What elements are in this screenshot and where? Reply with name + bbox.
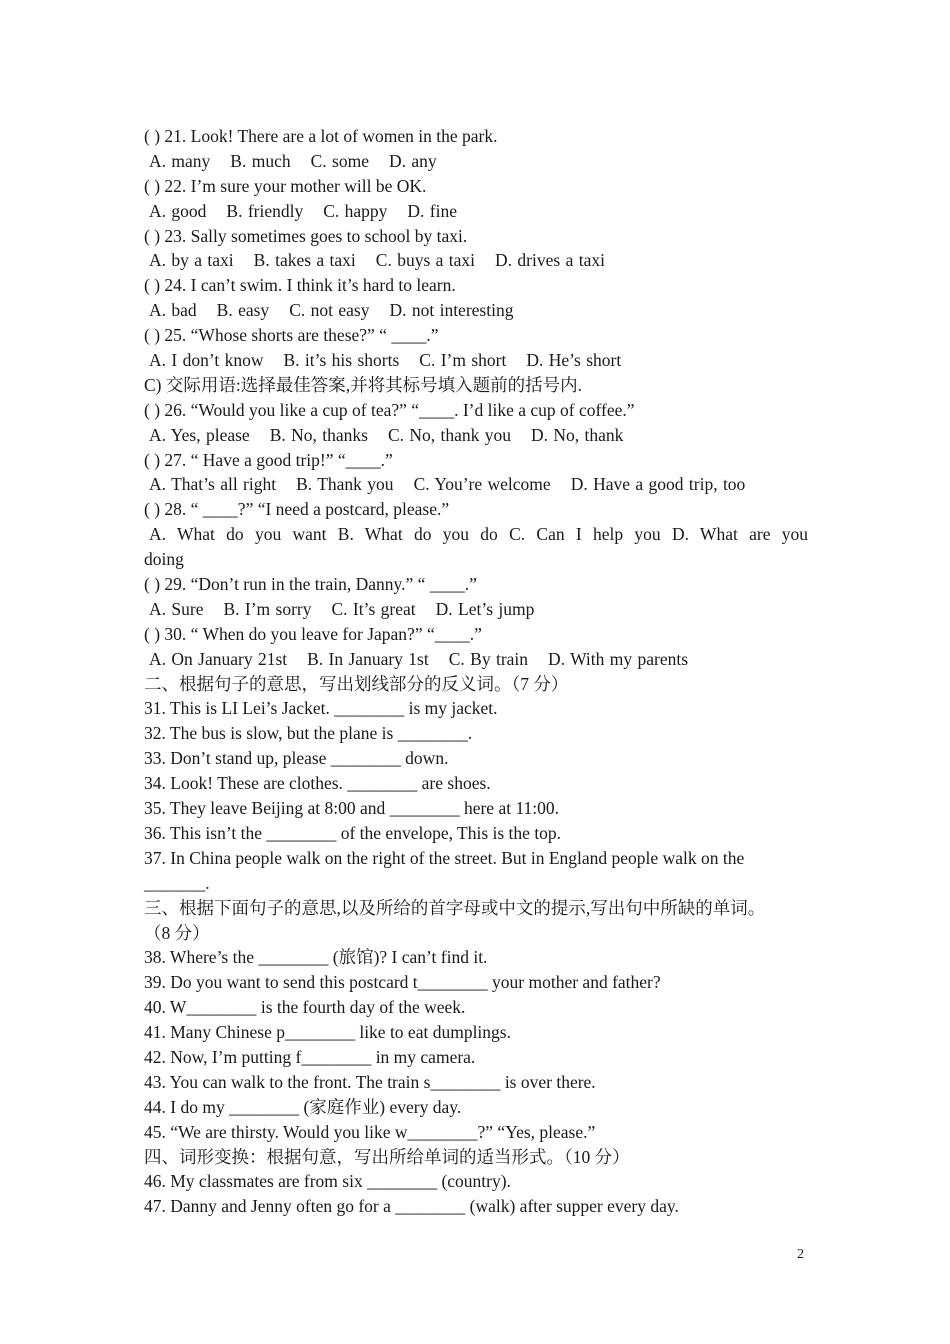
question-line: 37. In China people walk on the right of the street. But in England people walk on the: [144, 847, 745, 868]
question-line: _______.: [144, 872, 210, 893]
answer-options: [144, 348, 808, 373]
question-line: ( ) 25. “Whose shorts are these?” “ ____.”: [144, 325, 439, 346]
question-line: （8 分）: [144, 922, 210, 943]
worksheet-body: [144, 124, 808, 1219]
question-line: 33. Don’t stand up, please ________ down.: [144, 748, 449, 769]
answer-option: A. Sure: [149, 598, 204, 619]
answer-option: A. On January 21st: [149, 648, 288, 669]
question-line: 34. Look! These are clothes. ________ are shoes.: [144, 773, 491, 794]
answer-options: [144, 248, 808, 273]
question-line: ( ) 30. “ When do you leave for Japan?” “____.”: [144, 623, 482, 644]
question-line: 四、词形变换：根据句意，写出所给单词的适当形式。（10 分）: [144, 1146, 630, 1167]
answer-option: D. Let’s jump: [435, 598, 535, 619]
question-line: 40. W________ is the fourth day of the week.: [144, 997, 466, 1018]
question-line: 47. Danny and Jenny often go for a ________ (walk) after supper every day.: [144, 1196, 679, 1217]
answer-option: C. No, thank you: [387, 424, 512, 445]
question-line: 45. “We are thirsty. Would you like w________?” “Yes, please.”: [144, 1121, 596, 1142]
question-line: 46. My classmates are from six ________ (country).: [144, 1171, 511, 1192]
question-line: doing: [144, 549, 184, 570]
answer-option: A. many: [149, 150, 211, 171]
answer-option: C. I’m short: [419, 350, 507, 371]
answer-option: B. it’s his shorts: [283, 350, 400, 371]
question-line: ( ) 28. “ ____?” “I need a postcard, please.”: [144, 499, 450, 520]
answer-option: D. drives a taxi: [495, 250, 605, 271]
answer-options: [144, 597, 808, 622]
question-line: 41. Many Chinese p________ like to eat dumplings.: [144, 1022, 511, 1043]
question-line: 42. Now, I’m putting f________ in my camera.: [144, 1046, 476, 1067]
answer-option: C. happy: [323, 200, 388, 221]
answer-option: D. He’s short: [526, 350, 622, 371]
question-line: 36. This isn’t the ________ of the envelope, This is the top.: [144, 822, 562, 843]
question-line: 35. They leave Beijing at 8:00 and ________ here at 11:00.: [144, 798, 560, 819]
question-line: ( ) 22. I’m sure your mother will be OK.: [144, 175, 427, 196]
answer-option: B. No, thanks: [269, 424, 368, 445]
answer-options: [144, 199, 808, 224]
answer-options: [144, 472, 808, 497]
answer-option: D. With my parents: [548, 648, 689, 669]
question-line: 43. You can walk to the front. The train s________ is over there.: [144, 1071, 596, 1092]
answer-option: A. bad: [149, 300, 197, 321]
answer-options: [144, 149, 808, 174]
answer-option: B. takes a taxi: [253, 250, 356, 271]
answer-option: D. fine: [407, 200, 458, 221]
question-line: 44. I do my ________ (家庭作业) every day.: [144, 1096, 462, 1117]
answer-option: C. buys a taxi: [375, 250, 476, 271]
answer-option: C. You’re welcome: [413, 474, 551, 495]
question-line: ( ) 27. “ Have a good trip!” “____.”: [144, 449, 393, 470]
question-line: 38. Where’s the ________ (旅馆)? I can’t find it.: [144, 947, 488, 968]
question-line: ( ) 29. “Don’t run in the train, Danny.” “ ____.”: [144, 574, 477, 595]
question-line: ( ) 23. Sally sometimes goes to school by taxi.: [144, 225, 468, 246]
answer-option: D. any: [388, 150, 437, 171]
answer-option: B. I’m sorry: [223, 598, 312, 619]
question-line: ( ) 26. “Would you like a cup of tea?” “____. I’d like a cup of coffee.”: [144, 399, 635, 420]
answer-option: B. much: [230, 150, 291, 171]
page-number: 2: [797, 1247, 804, 1262]
answer-option: A. That’s all right: [149, 474, 277, 495]
answer-option: A. I don’t know: [149, 350, 264, 371]
question-line: 二、根据句子的意思，写出划线部分的反义词。（7 分）: [144, 673, 569, 694]
answer-option: A. Yes, please: [149, 424, 250, 445]
answer-options: [144, 423, 808, 448]
question-line: 32. The bus is slow, but the plane is ________.: [144, 723, 473, 744]
answer-options: [144, 298, 808, 323]
answer-option: D. Have a good trip, too: [570, 474, 746, 495]
answer-option: D. No, thank: [531, 424, 624, 445]
question-line: ( ) 24. I can’t swim. I think it’s hard to learn.: [144, 275, 456, 296]
answer-options: A. What do you want B. What do you do C. Can I help you D. What are you: [149, 524, 808, 545]
question-line: 三、根据下面句子的意思,以及所给的首字母或中文的提示,写出句中所缺的单词。: [144, 897, 766, 918]
question-line: ( ) 21. Look! There are a lot of women in the park.: [144, 126, 498, 146]
question-line: C) 交际用语:选择最佳答案,并将其标号填入题前的括号内.: [144, 374, 582, 395]
question-line: 39. Do you want to send this postcard t________ your mother and father?: [144, 972, 661, 993]
answer-option: C. It’s great: [331, 598, 416, 619]
answer-option: C. By train: [448, 648, 529, 669]
answer-option: B. Thank you: [296, 474, 394, 495]
answer-option: C. some: [310, 150, 369, 171]
answer-option: C. not easy: [289, 300, 370, 321]
answer-option: B. In January 1st: [307, 648, 429, 669]
answer-option: A. by a taxi: [149, 250, 234, 271]
question-line: 31. This is LI Lei’s Jacket. ________ is my jacket.: [144, 698, 498, 719]
answer-option: B. friendly: [226, 200, 304, 221]
answer-option: A. good: [149, 200, 207, 221]
answer-option: D. not interesting: [389, 300, 514, 321]
answer-options: [144, 647, 808, 672]
answer-option: B. easy: [216, 300, 270, 321]
